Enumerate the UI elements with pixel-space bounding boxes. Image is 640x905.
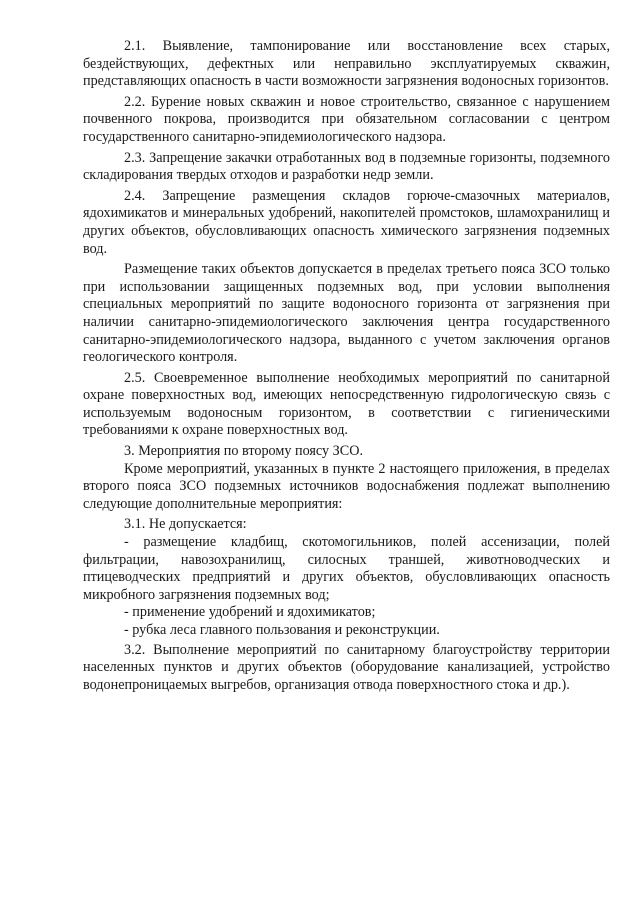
paragraph-3-2: 3.2. Выполнение мероприятий по санитарному благоустройству территории населенных пунктов и других объектов (оборудование канализацией, устройство водонепроницаемых выгребов, организация отвода поверхностного стока и др.).: [83, 641, 610, 693]
paragraph-2-4: 2.4. Запрещение размещения складов горюче-смазочных материалов, ядохимикатов и минеральных удобрений, накопителей промстоков, шламохранилищ и других объектов, обусловливающих опасность химического загрязнения подземных вод.: [83, 187, 610, 257]
list-item-fertilizers: - применение удобрений и ядохимикатов;: [124, 604, 376, 621]
paragraph-2-3: 2.3. Запрещение закачки отработанных вод в подземные горизонты, подземного складирования твердых отходов и разработки недр земли.: [83, 149, 610, 184]
paragraph-3-1-heading: 3.1. Не допускается:: [124, 516, 247, 533]
paragraph-placement-conditions: Размещение таких объектов допускается в пределах третьего пояса ЗСО только при использовании защищенных подземных вод, при условии выполнения специальных мероприятий по защите водоносного горизонта от загрязнения при наличии санитарно-эпидемиологического заключения центра государственного санитарно-эпидемиологического надзора, выданного с учетом заключения органов геологического контроля.: [83, 261, 610, 366]
paragraph-2-1: 2.1. Выявление, тампонирование или восстановление всех старых, бездействующих, дефектных или неправильно эксплуатируемых скважин, представляющих опасность в части возможности загрязнения водоносных горизонтов.: [83, 38, 610, 90]
paragraph-2-5: 2.5. Своевременное выполнение необходимых мероприятий по санитарной охране поверхностных вод, имеющих непосредственную гидрологическую связь с используемым водоносным горизонтом, в соответствии с гигиеническими требованиями к охране поверхностных вод.: [83, 369, 610, 439]
section-3-heading: 3. Мероприятия по второму поясу ЗСО.: [124, 443, 364, 460]
paragraph-2-2: 2.2. Бурение новых скважин и новое строительство, связанное с нарушением почвенного покрова, производится при обязательном согласовании с центром государственного санитарно-эпидемиологического надзора.: [83, 93, 610, 145]
list-item-placement-prohibited: - размещение кладбищ, скотомогильников, полей ассенизации, полей фильтрации, навозохранилищ, силосных траншей, животноводческих и птицеводческих предприятий и других объектов, обусловливающих опасность микробного загрязнения подземных вод;: [83, 534, 610, 603]
paragraph-section-3-intro: Кроме мероприятий, указанных в пункте 2 настоящего приложения, в пределах второго пояса ЗСО подземных источников водоснабжения подлежат выполнению следующие дополнительные мероприятия:: [83, 460, 610, 512]
document-page: [83, 38, 610, 697]
list-item-logging: - рубка леса главного пользования и реконструкции.: [124, 622, 440, 638]
